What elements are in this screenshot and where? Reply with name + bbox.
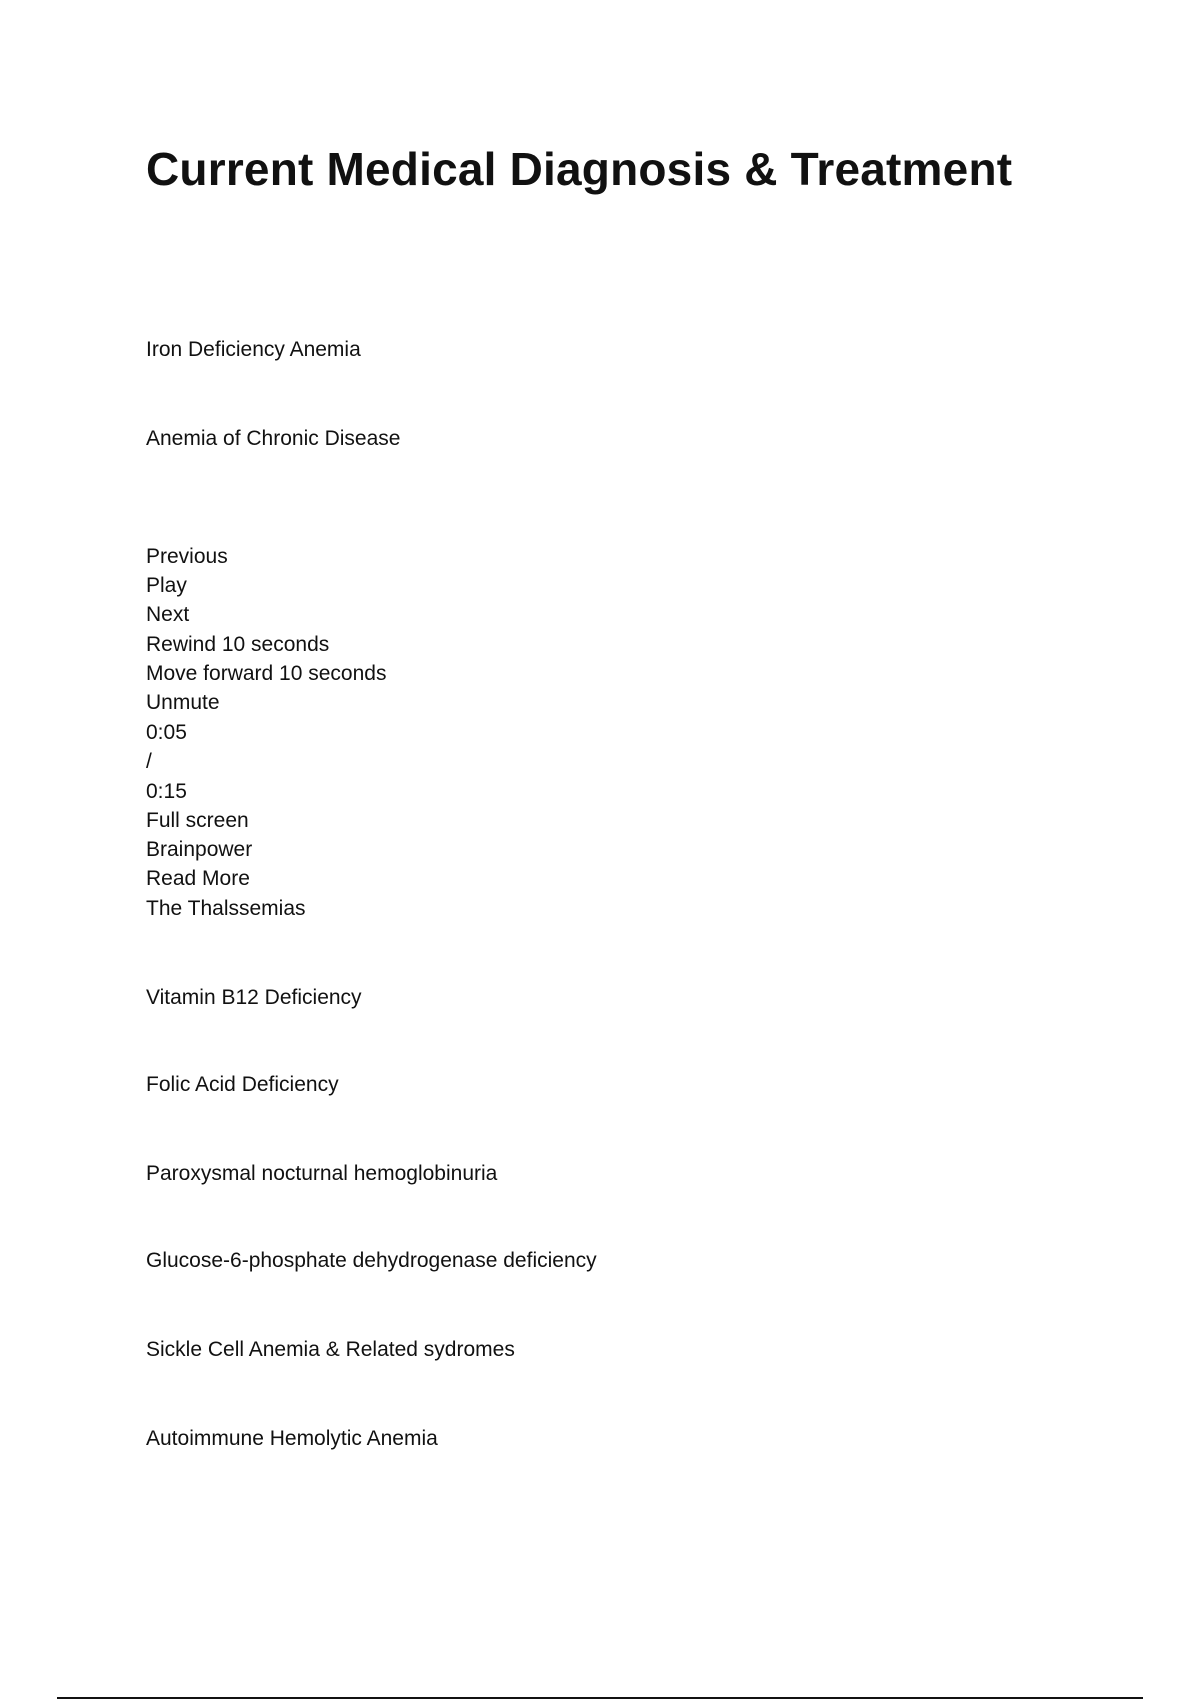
topic-item: Autoimmune Hemolytic Anemia [146, 1427, 438, 1450]
rewind-button[interactable]: Rewind 10 seconds [146, 633, 330, 656]
brand-label: Brainpower [146, 838, 253, 861]
forward-button[interactable]: Move forward 10 seconds [146, 662, 387, 685]
read-more-link[interactable]: Read More [146, 867, 250, 890]
topic-item: Vitamin B12 Deficiency [146, 986, 362, 1009]
previous-button[interactable]: Previous [146, 545, 228, 568]
topic-item: Iron Deficiency Anemia [146, 338, 361, 361]
page-title: Current Medical Diagnosis & Treatment [146, 143, 1013, 195]
time-separator: / [146, 750, 152, 773]
topic-item: Folic Acid Deficiency [146, 1073, 339, 1096]
topic-item: Glucose-6-phosphate dehydrogenase deficiency [146, 1249, 597, 1272]
topic-item: Anemia of Chronic Disease [146, 427, 401, 450]
bottom-divider [57, 1697, 1143, 1699]
topic-item: Sickle Cell Anemia & Related sydromes [146, 1338, 515, 1361]
topic-item: The Thalssemias [146, 897, 306, 920]
fullscreen-button[interactable]: Full screen [146, 809, 249, 832]
current-time: 0:05 [146, 721, 187, 744]
unmute-button[interactable]: Unmute [146, 691, 220, 714]
duration: 0:15 [146, 780, 187, 803]
topic-item: Paroxysmal nocturnal hemoglobinuria [146, 1162, 498, 1185]
next-button[interactable]: Next [146, 603, 190, 626]
play-button[interactable]: Play [146, 574, 187, 597]
